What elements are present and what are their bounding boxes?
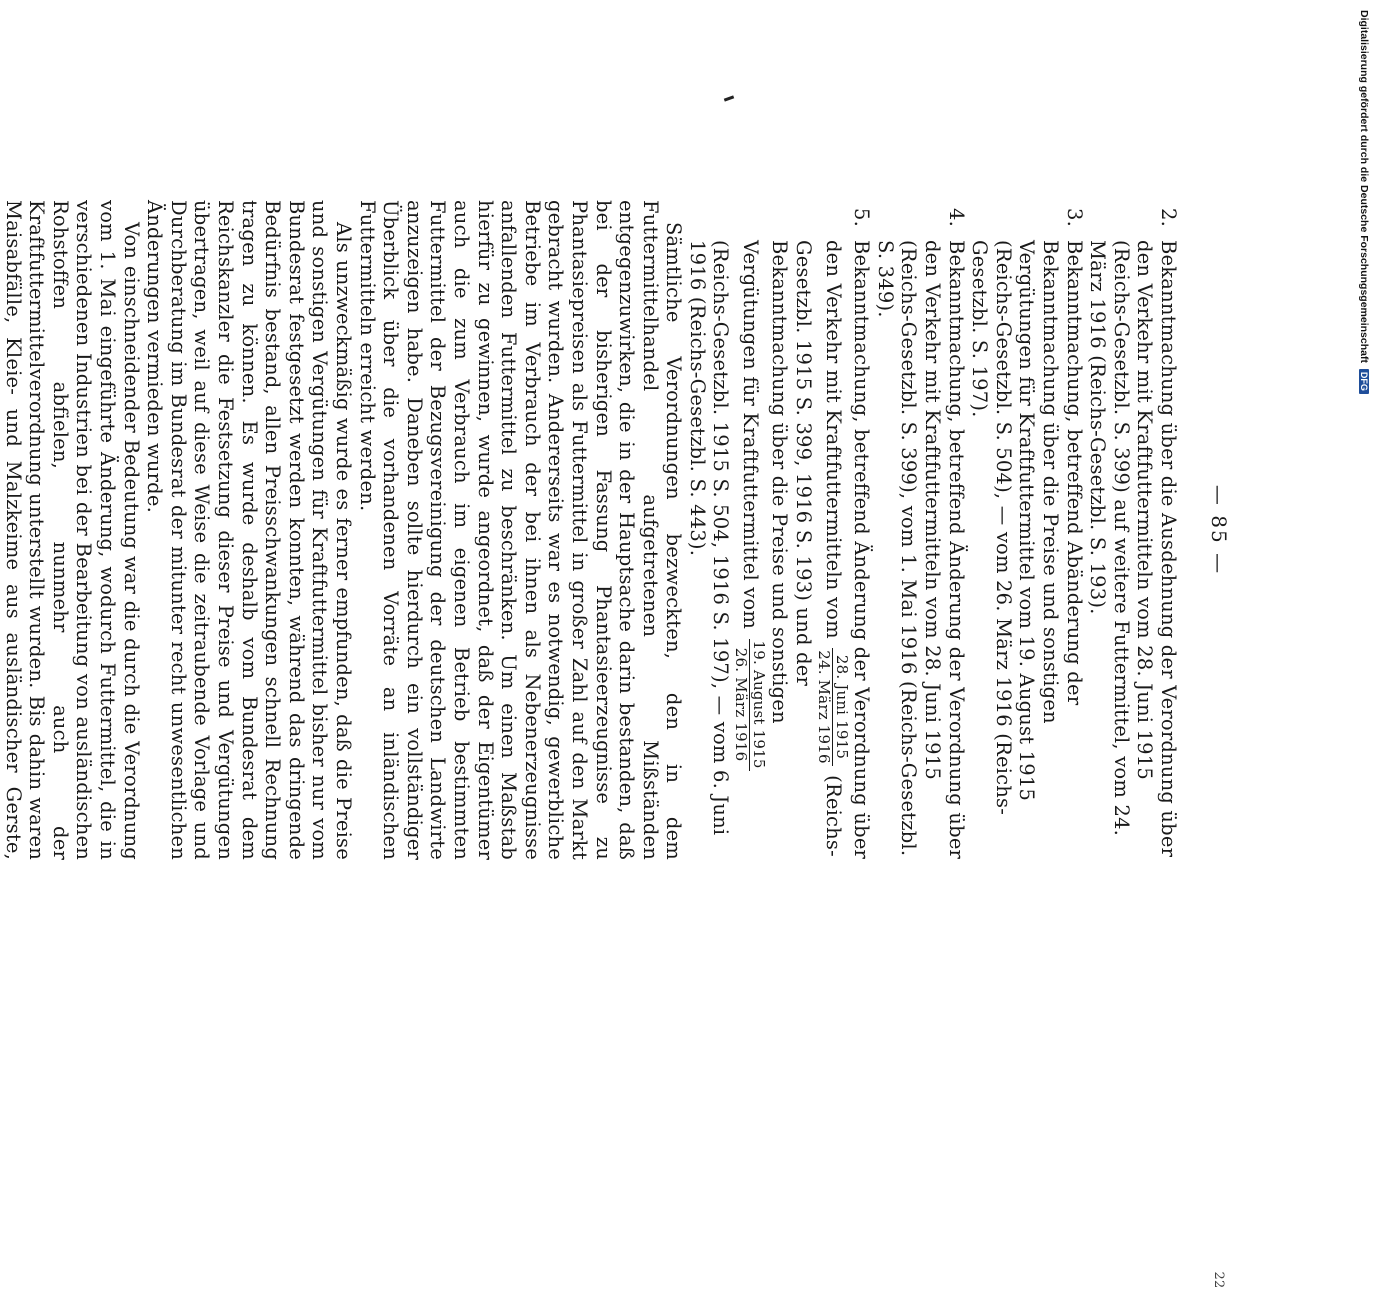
folio-number: 22 [1211,1271,1226,1289]
document-page [1,200,1231,1289]
scan-speck [724,95,734,101]
fraction-bottom: 24. März 1916 [814,650,833,764]
fraction-top: 19. August 1915 [750,640,769,769]
body-paragraph: Als unzweckmäßig wurde es ferner empfunden, daß die Preise und sonstigen Vergütungen für Kraftfuttermittel bisher nur vom Bundesrat festgesetzt werden konnten, während das dringende Bedürfnis bestand, allen Preisschwankungen schnell Rechnung tragen zu können. Es wurde deshalb vom Bundesrat dem Reichskanzler die Festsetzung dieser Preise und Vergütungen übertragen, weil auf diese Weise die zeitraubende Vorlage und Durchberatung im Bundesrat der mitunter recht unwesentlichen Änderungen vermieden wurde. [143,200,355,860]
fraction-bottom: 26. März 1916 [732,647,751,762]
list-text-part: (Reichs-Gesetzbl. 1915 S. 399, 1916 S. 193) und der Bekanntmachung über die Preise und sonstigen Vergütungen für Kraftfuttermittel vom [739,240,845,857]
list-number: 5. [850,208,874,228]
digitization-watermark [1356,10,1370,400]
list-text-part: (Reichs-Gesetzbl. 1915 S. 504, 1916 S. 197), — vom 6. Juni 1916 (Reichs-Gesetzbl. S. 443). [685,240,733,836]
list-item [685,200,873,860]
list-item [968,200,1086,860]
list-item [1086,200,1180,860]
body-paragraph: Von einschneidender Bedeutung war die durch die Verordnung vom 1. Mai eingeführte Änderung, wodurch Futtermittel, die in verschiedenen Industrien bei der Bearbeitung von ausländischen Rohstoffen abfielen, nunmehr auch der Kraftfuttermittelverordnung unterstellt wurden. Bis dahin waren Maisabfälle, Kleie- und Malzkeime aus ausländischer Gerste, [1,200,143,860]
page-number: — 85 — [1207,484,1231,576]
list-text: Bekanntmachung, betreffend Abänderung der Bekanntmachung über die Preise und sonstigen Vergütungen für Kraftfuttermittel vom 19. August 1915 (Reichs-Gesetzbl. S. 504), — vom 26. März 1916 (Reichs-Gesetzbl. S. 197). [968,240,1086,816]
list-number: 2. [1157,208,1180,228]
list-number: 3. [1062,208,1086,228]
fraction-top: 28. Juni 1915 [832,648,850,766]
list-text: Bekanntmachung über die Ausdehnung der Verordnung über den Verkehr mit Kraftfuttermitteln vom 28. Juni 1915 (Reichs-Gesetzbl. S. 399) auf weitere Futtermittel, vom 24. März 1916 (Reichs-Gesetzbl. S. 193). [1086,240,1180,858]
list-number: 4. [944,208,968,228]
list-text-part: Bekanntmachung, betreffend Änderung der Verordnung über den Verkehr mit Kraftfuttermitteln vom [821,240,874,860]
date-fraction [815,648,850,766]
watermark-text: Digitalisierung gefördert durch die Deutsche Forschungsgemeinschaft [1358,10,1370,363]
list-text: Bekanntmachung, betreffend Änderung der Verordnung über den Verkehr mit Kraftfuttermitteln vom 28. Juni 1915 (Reichs-Gesetzbl. S. 399), vom 1. Mai 1916 (Reichs-Gesetzbl. S. 349). [873,240,968,860]
date-fraction [733,639,768,771]
regulation-list [685,200,1180,860]
body-paragraph: Sämtliche Verordnungen bezweckten, den in dem Futtermittelhandel aufgetretenen Mißständen entgegenzuwirken, die in der Hauptsache darin bestanden, daß bei der bisherigen Fassung Phantasieerzeugnisse zu Phantasiepreisen als Futtermittel in großer Zahl auf den Markt gebracht wurden. Andererseits war es notwendig, gewerbliche Betriebe im Verbrauch der bei ihnen als Nebenerzeugnisse anfallenden Futtermittel zu beschränken. Um einen Maßstab hierfür zu gewinnen, wurde angeordnet, daß der Eigentümer auch die zum Verbrauch im eigenen Betrieb bestimmten Futtermittel der Bezugsvereinigung der deutschen Landwirte anzuzeigen habe. Daneben sollte hierdurch ein vollständiger Überblick über die vorhandenen Vorräte an inländischen Futtermitteln erreicht werden. [355,200,686,860]
list-item [873,200,967,860]
dfg-logo-icon: DFG [1359,369,1369,394]
